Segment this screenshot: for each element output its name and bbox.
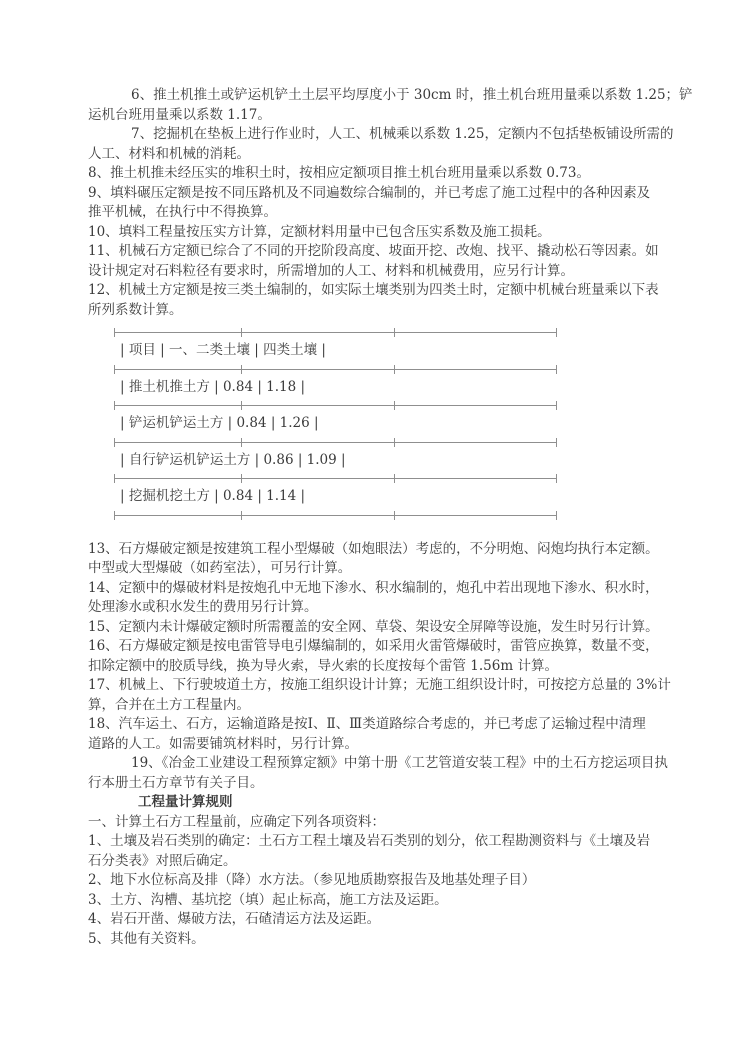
text-line: 人工、材料和机械的消耗。	[88, 145, 250, 162]
paragraph	[88, 813, 660, 833]
paragraph	[88, 242, 660, 281]
section-heading	[88, 793, 660, 813]
table-rule	[114, 405, 556, 406]
paragraph	[88, 579, 660, 618]
paragraph	[88, 184, 660, 223]
table-rule-tick	[394, 401, 395, 410]
table-rule-tick	[114, 401, 115, 410]
table-rule-tick	[394, 474, 395, 483]
text-line: 设计规定对石料粒径有要求时，所需增加的人工、材料和机械费用，应另行计算。	[88, 262, 574, 279]
table-header-row: | 项目 | 一、二类土壤 | 四类土壤 |	[120, 342, 326, 358]
table-rule-tick	[241, 365, 242, 374]
text-line: 19、《冶金工业建设工程预算定额》中第十册《工艺管道安装工程》中的土石方挖运项目执	[131, 755, 668, 771]
text-line: 运机台班用量乘以系数 1.17。	[88, 106, 271, 123]
text-line: 5、其他有关资料。	[88, 930, 205, 947]
paragraph	[88, 832, 660, 871]
text-line: 4、岩石开凿、爆破方法，石碴清运方法及运距。	[88, 911, 381, 927]
paragraph	[88, 618, 660, 638]
text-line: 8、推土机推未经压实的堆积土时，按相应定额项目推土机台班用量乘以系数 0.73。	[88, 165, 590, 181]
paragraph	[88, 281, 660, 320]
text-line: 1、土壤及岩石类别的确定：土石方工程土壤及岩石类别的划分，依工程勘测资料与《土壤及岩	[88, 833, 651, 849]
text-line: 17、机械上、下行驶坡道土方，按施工组织设计计算；无施工组织设计时，可按挖方总量的 3%计	[88, 677, 671, 693]
text-line: 14、定额中的爆破材料是按炮孔中无地下渗水、积水编制的，炮孔中若出现地下渗水、积水时，	[88, 579, 659, 596]
table-rule-tick	[556, 474, 557, 483]
text-line: 11、机械石方定额已综合了不同的开挖阶段高度、坡面开挖、改炮、找平、撬动松石等因素。如	[88, 243, 659, 259]
text-line: 10、填料工程量按压实方计算，定额材料用量中已包含压实系数及施工损耗。	[88, 223, 551, 240]
text-line: 7、挖掘机在垫板上进行作业时，人工、机械乘以系数 1.25，定额内不包括垫板铺设所需的	[131, 126, 674, 142]
text-line: 推平机械，在执行中不得换算。	[88, 204, 277, 220]
table-rule-tick	[241, 401, 242, 410]
paragraph	[88, 930, 660, 950]
paragraph	[88, 223, 660, 243]
table-rule-tick	[241, 328, 242, 337]
text-line: 2、地下水位标高及排（降）水方法。（参见地质勘察报告及地基处理子目）	[88, 872, 536, 888]
text-line: 中型或大型爆破（如药室法），可另行计算。	[88, 560, 352, 576]
table-rule-tick	[394, 365, 395, 374]
paragraph	[88, 540, 660, 579]
text-line: 9、填料碾压定额是按不同压路机及不同遍数综合编制的，并已考虑了施工过程中的各种因素及	[88, 184, 651, 201]
text-line: 扣除定额中的胶质导线，换为导火索，导火索的长度按每个雷管 1.56m 计算。	[88, 657, 558, 674]
paragraph	[88, 715, 660, 754]
table-rule-tick	[394, 511, 395, 520]
paragraph	[88, 754, 668, 793]
paragraph	[88, 164, 660, 184]
table-rule-tick	[241, 511, 242, 520]
text-line: 16、石方爆破定额是按电雷管导电引爆编制的，如采用火雷管爆破时，雷管应换算，数量不变，	[88, 638, 659, 654]
paragraph	[88, 637, 660, 676]
table-rule-tick	[114, 328, 115, 337]
table-rule-tick	[556, 365, 557, 374]
table-rule-tick	[114, 474, 115, 483]
text-line: 18、汽车运土、石方，运输道路是按Ⅰ、Ⅱ、Ⅲ类道路综合考虑的，并已考虑了运输过程中清理	[88, 716, 646, 732]
table-rule-tick	[114, 438, 115, 447]
text-line: 处理渗水或积水发生的费用另行计算。	[88, 599, 318, 615]
text-line: 15、定额内未计爆破定额时所需覆盖的安全网、草袋、架设安全屏障等设施，发生时另行计算。	[88, 618, 659, 635]
table-rule-tick	[556, 328, 557, 337]
table-rule-tick	[556, 401, 557, 410]
table-rule-tick	[241, 474, 242, 483]
text-line: 道路的人工。如需要铺筑材料时，另行计算。	[88, 735, 358, 752]
text-line: 13、石方爆破定额是按建筑工程小型爆破（如炮眼法）考虑的，不分明炮、闷炮均执行本定额。	[88, 540, 659, 557]
table-row: | 铲运机铲运土方 | 0.84 | 1.26 |	[120, 415, 319, 431]
paragraph	[88, 910, 660, 930]
paragraph	[88, 871, 660, 891]
text-line: 工程量计算规则	[138, 794, 233, 810]
table-rule-tick	[114, 511, 115, 520]
text-line: 3、土方、沟槽、基坑挖（填）起止标高，施工方法及运距。	[88, 891, 448, 908]
text-line: 石分类表》对照后确定。	[88, 852, 237, 869]
coefficient-table	[114, 332, 556, 516]
table-rule-tick	[241, 438, 242, 447]
table-rule-tick	[394, 438, 395, 447]
paragraph	[88, 86, 693, 125]
table-rule-tick	[114, 365, 115, 374]
table-rule	[114, 332, 556, 333]
text-line: 一、计算土石方工程量前，应确定下列各项资料：	[88, 813, 385, 830]
paragraph	[88, 125, 674, 164]
table-rule	[114, 478, 556, 479]
text-line: 6、推土机推土或铲运机铲土土层平均厚度小于 30cm 时，推土机台班用量乘以系数 1.25；铲	[131, 87, 693, 103]
text-line: 所列系数计算。	[88, 301, 183, 318]
paragraph	[88, 891, 660, 911]
table-rule	[114, 442, 556, 443]
text-line: 算，合并在土方工程量内。	[88, 696, 250, 713]
table-row: | 推土机推土方 | 0.84 | 1.18 |	[120, 378, 306, 395]
table-rule	[114, 515, 556, 516]
table-rule-tick	[556, 511, 557, 520]
text-line: 12、机械土方定额是按三类土编制的，如实际土壤类别为四类土时，定额中机械台班量乘以下表	[88, 282, 659, 298]
table-row: | 自行铲运机铲运土方 | 0.86 | 1.09 |	[120, 451, 346, 468]
table-row: | 挖掘机挖土方 | 0.84 | 1.14 |	[120, 488, 306, 504]
table-rule-tick	[556, 438, 557, 447]
text-line: 行本册土石方章节有关子目。	[88, 774, 264, 791]
table-rule-tick	[394, 328, 395, 337]
table-rule	[114, 369, 556, 370]
paragraph	[88, 676, 671, 715]
